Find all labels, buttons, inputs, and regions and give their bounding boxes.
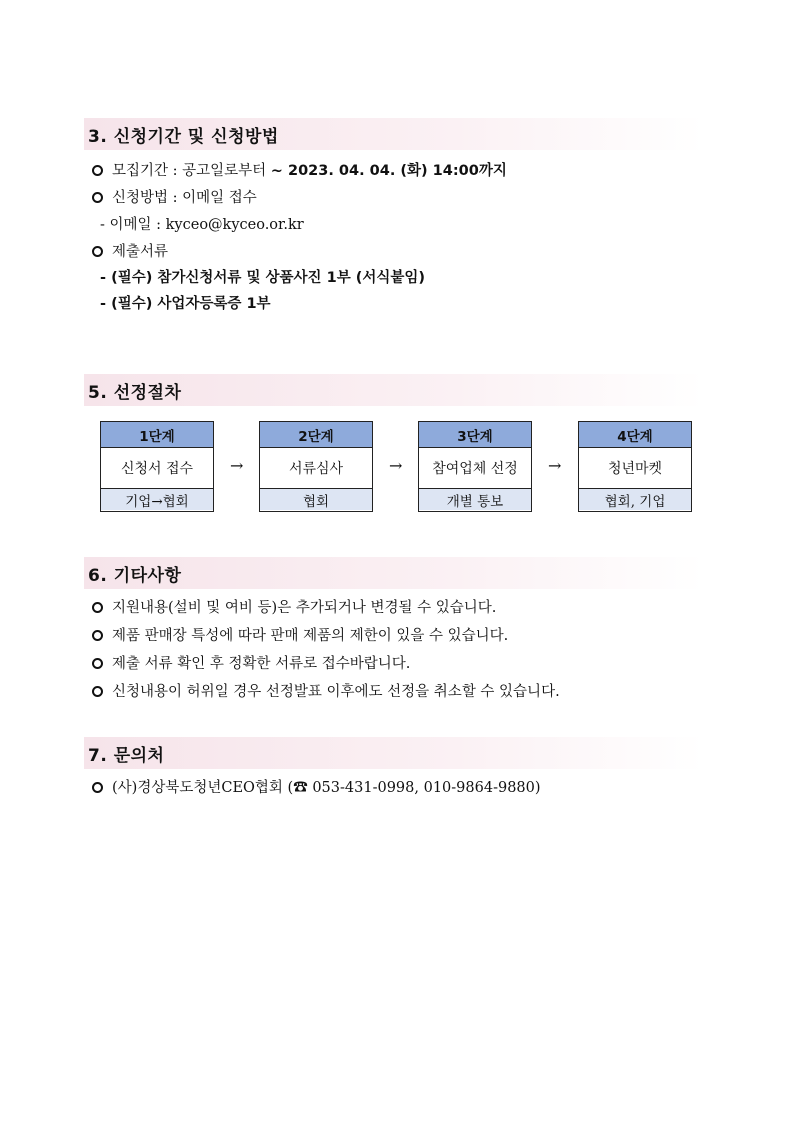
- section-5-title: 5. 선정절차: [88, 382, 182, 403]
- note-item-4: 신청내용이 허위일 경우 선정발표 이후에도 선정을 취소할 수 있습니다.: [92, 682, 560, 702]
- arrow-right-icon: →: [230, 456, 244, 475]
- period-value: ~ 2023. 04. 04. (화) 14:00까지: [270, 163, 507, 179]
- step-2-foot: 협회: [260, 489, 372, 510]
- circle-bullet-icon: [92, 630, 103, 641]
- method-text: 신청방법 : 이메일 접수: [112, 190, 257, 206]
- step-4-body: 청년마켓: [579, 448, 691, 489]
- step-1-foot: 기업→협회: [101, 489, 213, 510]
- step-3-head: 3단계: [419, 422, 531, 448]
- phone-icon: ☎: [293, 780, 308, 796]
- contact-line: [92, 778, 541, 798]
- step-1-box: [100, 421, 214, 512]
- step-4-foot: 협회, 기업: [579, 489, 691, 510]
- step-2-head: 2단계: [260, 422, 372, 448]
- note-item-1: 지원내용(설비 및 여비 등)은 추가되거나 변경될 수 있습니다.: [92, 598, 496, 618]
- contact-phones: 053-431-0998, 010-9864-9880): [307, 780, 541, 796]
- method-line: [92, 188, 257, 208]
- circle-bullet-icon: [92, 165, 103, 176]
- step-3-body: 참여업체 선정: [419, 448, 531, 489]
- email-text: - 이메일 : kyceo@kyceo.or.kr: [100, 217, 304, 233]
- step-3-foot: 개별 통보: [419, 489, 531, 510]
- email-line: [100, 215, 304, 235]
- circle-bullet-icon: [92, 246, 103, 257]
- period-line: [92, 161, 507, 181]
- circle-bullet-icon: [92, 686, 103, 697]
- contact-org: (사)경상북도청년CEO협회 (: [112, 780, 294, 796]
- step-3-box: [418, 421, 532, 512]
- docs-label: 제출서류: [112, 244, 169, 260]
- section-7-title: 7. 문의처: [88, 745, 165, 766]
- section-6-title: 6. 기타사항: [88, 565, 182, 586]
- step-1-body: 신청서 접수: [101, 448, 213, 489]
- step-1-head: 1단계: [101, 422, 213, 448]
- note-item-3: 제출 서류 확인 후 정확한 서류로 접수바랍니다.: [92, 654, 410, 674]
- period-label: 모집기간 : 공고일로부터: [112, 163, 267, 179]
- step-2-box: [259, 421, 373, 512]
- arrow-right-icon: →: [389, 456, 403, 475]
- section-3-header: [84, 118, 704, 150]
- section-7-header: [84, 737, 704, 769]
- doc-item-1: - (필수) 참가신청서류 및 상품사진 1부 (서식붙임): [100, 270, 426, 286]
- doc-item-2: - (필수) 사업자등록증 1부: [100, 296, 271, 312]
- step-4-head: 4단계: [579, 422, 691, 448]
- step-2-body: 서류심사: [260, 448, 372, 489]
- circle-bullet-icon: [92, 658, 103, 669]
- section-5-header: [84, 374, 704, 406]
- section-3-title: 3. 신청기간 및 신청방법: [88, 126, 279, 147]
- circle-bullet-icon: [92, 602, 103, 613]
- note-item-2: 제품 판매장 특성에 따라 판매 제품의 제한이 있을 수 있습니다.: [92, 626, 508, 646]
- docs-line: [92, 242, 168, 262]
- step-4-box: [578, 421, 692, 512]
- circle-bullet-icon: [92, 782, 103, 793]
- arrow-right-icon: →: [548, 456, 562, 475]
- section-6-header: [84, 557, 704, 589]
- circle-bullet-icon: [92, 192, 103, 203]
